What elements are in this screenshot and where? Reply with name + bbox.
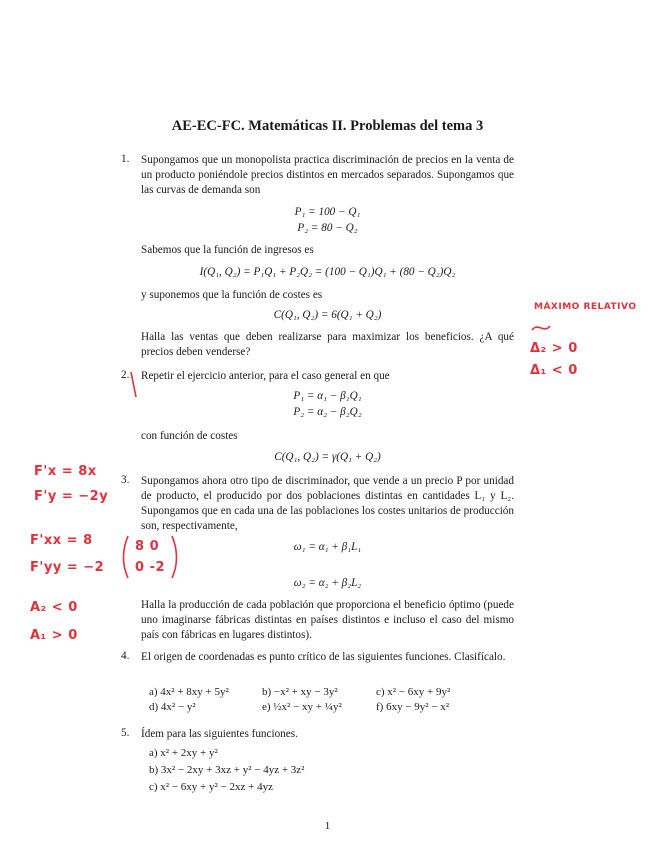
annotation-matrix-row2: 0 -2 <box>135 560 166 575</box>
problem-2-eq1: P₁ = α₁ − β₁Q₁ <box>293 390 362 402</box>
problem-4-option-e: e) ½x² − xy + ¼y² <box>262 701 342 713</box>
problem-3-number: 3. <box>121 474 130 486</box>
annotation-delta2: Δ₂ > 0 <box>530 341 578 356</box>
problem-1-eq4: C(Q₁, Q₂) = 6(Q₁ + Q₂) <box>273 309 382 321</box>
problem-1-eq1: P₁ = 100 − Q₁ <box>294 206 361 218</box>
problem-1-intro: Supongamos que un monopolista practica discriminación de precios en la venta de un producto poniéndole precios distintos en mercados separados. Supongamos que las curvas de demanda son <box>141 154 514 196</box>
annotation-fy: F'y = −2y <box>34 489 109 504</box>
annotation-item2-stroke <box>131 372 136 397</box>
page-title: AE-EC-FC. Matemáticas II. Problemas del tema 3 <box>171 118 484 134</box>
problem-1-eq2: P₂ = 80 − Q₂ <box>297 222 358 234</box>
problem-2-text2: con función de costes <box>141 430 238 442</box>
problem-4-intro: El origen de coordenadas es punto crítico de las siguientes funciones. Clasifícalo. <box>141 651 506 663</box>
problem-3-eq2: ω₂ = α₂ + β₂L₂ <box>293 577 362 589</box>
problem-2-eq2: P₂ = α₂ − β₂Q₂ <box>293 406 362 418</box>
problem-3-text2: Halla la producción de cada población que proporciona el beneficio óptimo (puede uno imaginarse fábricas distintas en países distintos e incluso el caso del mismo país con fábricas en lugares distintos). <box>141 599 514 641</box>
problem-3-intro: Supongamos ahora otro tipo de discriminador, que vende a un precio P por unidad de producto, el producido por dos poblaciones distintas en cantidades L₁ y L₂. Supongamos que en cada una de las poblaciones los costes unitarios de producción son, respectivamente, <box>141 475 514 532</box>
problem-1-text2: Sabemos que la función de ingresos es <box>141 244 314 256</box>
problem-4-option-a: a) 4x² + 8xy + 5y² <box>149 686 229 698</box>
annotation-matrix-row1: 8 0 <box>135 539 160 554</box>
problem-5-option-c: c) x² − 6xy + y² − 2xz + 4yz <box>149 781 273 793</box>
annotation-matrix-left-bracket <box>124 536 129 578</box>
page-number: 1 <box>324 820 331 832</box>
annotation-maximo-relativo: MÁXIMO RELATIVO <box>534 302 637 312</box>
problem-5-intro: Ídem para las siguientes funciones. <box>141 728 298 740</box>
problem-4-option-c: c) x² − 6xy + 9y² <box>376 686 451 698</box>
annotation-matrix-right-bracket <box>172 536 177 578</box>
annotation-fx: F'x = 8x <box>34 464 97 479</box>
annotation-a1: A₁ > 0 <box>30 628 78 643</box>
problem-1-text3: y suponemos que la función de costes es <box>141 289 323 301</box>
problem-4-option-b: b) −x² + xy − 3y² <box>262 686 338 698</box>
annotation-fyy: F'yy = −2 <box>30 560 105 575</box>
annotation-fxx: F'xx = 8 <box>30 533 93 548</box>
annotation-a2: A₂ < 0 <box>30 600 78 615</box>
problem-3-eq1: ω₁ = α₁ + β₁L₁ <box>293 541 362 553</box>
problem-5-option-a: a) x² + 2xy + y² <box>149 747 218 759</box>
problem-1-number: 1. <box>121 153 130 165</box>
annotation-tilde-stroke <box>532 326 550 330</box>
annotation-delta1: Δ₁ < 0 <box>530 363 578 378</box>
problem-2-number: 2. <box>121 369 130 381</box>
problem-4-number: 4. <box>121 650 130 662</box>
problem-1-text4: Halla las ventas que deben realizarse para maximizar los beneficios. ¿A qué precios deben venderse? <box>141 331 514 358</box>
problem-5-option-b: b) 3x² − 2xy + 3xz + y² − 4yz + 3z² <box>149 764 305 776</box>
problem-4-option-f: f) 6xy − 9y² − x² <box>376 701 450 713</box>
problem-2-eq3: C(Q₁, Q₂) = γ(Q₁ + Q₂) <box>274 451 381 463</box>
problem-1-eq3: I(Q₁, Q₂) = P₁Q₁ + P₂Q₂ = (100 − Q₁)Q₁ + (80 − Q₂)Q₂ <box>199 266 456 278</box>
problem-2-intro: Repetir el ejercicio anterior, para el caso general en que <box>141 370 390 382</box>
problem-5-number: 5. <box>121 727 130 739</box>
problem-4-option-d: d) 4x² − y² <box>149 701 196 713</box>
